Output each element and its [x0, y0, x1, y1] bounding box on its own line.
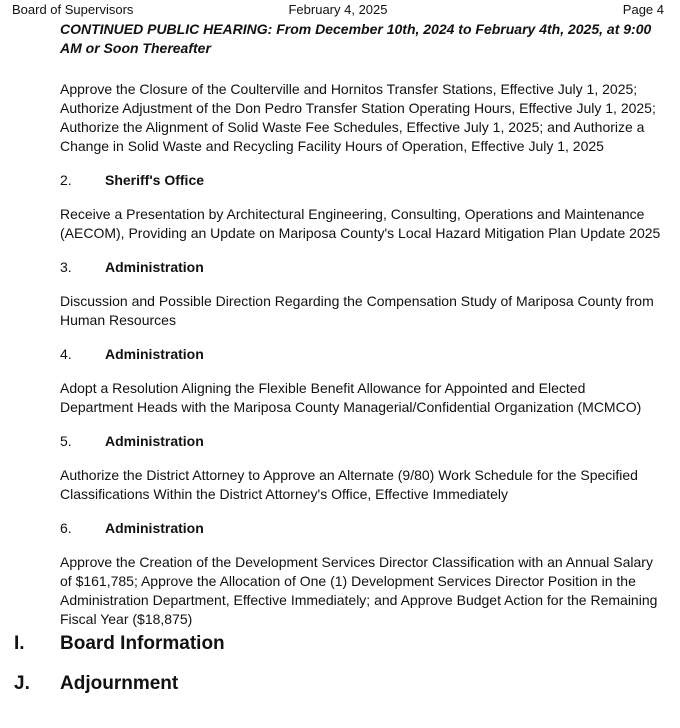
section-adjournment	[14, 672, 178, 696]
item-description: Discussion and Possible Direction Regarding the Compensation Study of Mariposa County from Human Resources	[60, 293, 654, 328]
hearing-item-description: Approve the Closure of the Coulterville and Hornitos Transfer Stations, Effective July 1, 2025; Authorize Adjustment of the Don Pedro Transfer Station Operating Hours, Effective July 1, 2025; Authorize the Alignment of Solid Waste Fee Schedules, Effective July 1, 2025; and Authorize a Change in Solid Waste and Recycling Facility Hours of Operation, Effective July 1, 2025	[60, 81, 656, 154]
header-board-name: Board of Supervisors	[12, 2, 134, 17]
agenda-item-4	[60, 345, 662, 417]
header-date: February 4, 2025	[288, 2, 388, 17]
item-department: Administration	[105, 520, 204, 536]
header-page-number: Page 4	[622, 2, 664, 17]
item-number: 4.	[60, 346, 72, 362]
item-description: Adopt a Resolution Aligning the Flexible Benefit Allowance for Appointed and Elected Department Heads with the Mariposa County Managerial/Confidential Organization (MCMCO)	[60, 380, 642, 415]
agenda-item-6	[60, 519, 662, 629]
item-heading	[60, 258, 662, 277]
section-letter: I.	[14, 633, 25, 654]
item-number: 3.	[60, 259, 72, 275]
agenda-item-5	[60, 432, 662, 504]
agenda-item-3	[60, 258, 662, 330]
item-heading	[60, 345, 662, 364]
item-department: Administration	[105, 346, 204, 362]
agenda-content	[60, 20, 662, 629]
section-title: Adjournment	[60, 673, 179, 694]
item-department: Administration	[105, 433, 204, 449]
section-letter: J.	[14, 673, 30, 694]
item-number: 6.	[60, 520, 72, 536]
item-heading	[60, 432, 662, 451]
agenda-item-2	[60, 171, 662, 243]
item-heading	[60, 519, 662, 538]
page-header	[12, 1, 664, 19]
item-heading	[60, 171, 662, 190]
item-description: Authorize the District Attorney to Approve an Alternate (9/80) Work Schedule for the Specified Classifications Within the District Attorney's Office, Effective Immediately	[60, 467, 638, 502]
item-number: 2.	[60, 172, 72, 188]
section-board-information	[14, 632, 225, 656]
item-department: Administration	[105, 259, 204, 275]
section-title: Board Information	[60, 633, 225, 654]
item-description: Receive a Presentation by Architectural Engineering, Consulting, Operations and Maintenance (AECOM), Providing an Update on Mariposa County's Local Hazard Mitigation Plan Update 2025	[60, 206, 661, 241]
item-department: Sheriff's Office	[105, 172, 205, 188]
public-hearing-notice: CONTINUED PUBLIC HEARING: From December 10th, 2024 to February 4th, 2025, at 9:00 AM or Soon Thereafter	[60, 21, 652, 56]
item-number: 5.	[60, 433, 72, 449]
item-description: Approve the Creation of the Development Services Director Classification with an Annual Salary of $161,785; Approve the Allocation of One (1) Development Services Director Position in the Administration Department, Effective Immediately; and Approve Budget Action for the Remaining Fiscal Year ($18,875)	[60, 554, 658, 627]
